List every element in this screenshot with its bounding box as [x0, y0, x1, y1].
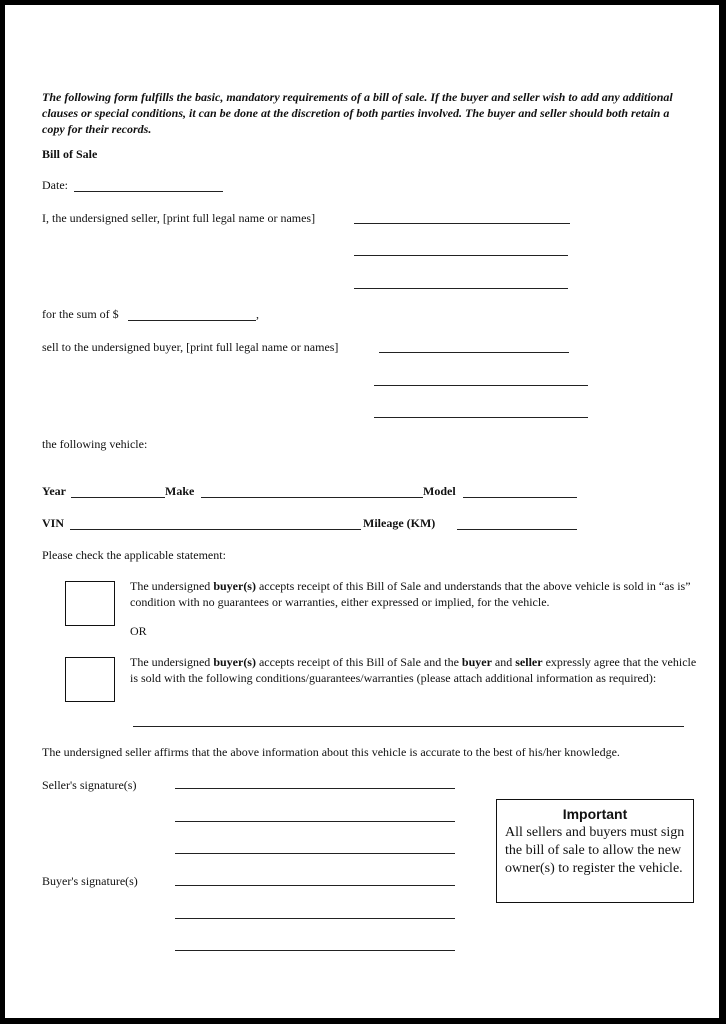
- conditions-statement: The undersigned buyer(s) accepts receipt of this Bill of Sale and the buyer and seller expressly agree that the vehicle is sold with the following conditions/guarantees/warranties (please attach additional information as required):: [130, 655, 697, 685]
- bill-of-sale-page: [5, 5, 719, 1018]
- seller-signature-field-3[interactable]: [175, 853, 455, 854]
- buyer-signature-field-3[interactable]: [175, 950, 455, 951]
- buyer-name-label: sell to the undersigned buyer, [print full legal name or names]: [42, 340, 339, 354]
- important-body: All sellers and buyers must sign the bill of sale to allow the new owner(s) to register the vehicle.: [505, 825, 685, 876]
- important-notice-box: [496, 799, 694, 903]
- conditions-field[interactable]: [133, 726, 684, 727]
- vin-field[interactable]: [70, 529, 361, 530]
- conditions-checkbox[interactable]: [65, 657, 115, 702]
- seller-name-label: I, the undersigned seller, [print full legal name or names]: [42, 211, 316, 225]
- year-label: Year: [42, 484, 66, 498]
- check-instruction: Please check the applicable statement:: [42, 548, 226, 562]
- important-title: Important: [562, 806, 628, 822]
- form-title: Bill of Sale: [42, 147, 98, 161]
- sum-label: for the sum of $: [42, 307, 119, 321]
- vin-label: VIN: [42, 516, 65, 530]
- buyer-name-field-1[interactable]: [379, 352, 569, 353]
- buyer-signature-field-2[interactable]: [175, 918, 455, 919]
- model-label: Model: [423, 484, 456, 498]
- seller-name-field-3[interactable]: [354, 288, 568, 289]
- buyer-name-field-3[interactable]: [374, 417, 588, 418]
- mileage-field[interactable]: [457, 529, 577, 530]
- seller-signature-field-2[interactable]: [175, 821, 455, 822]
- buyer-signature-label: Buyer's signature(s): [42, 874, 138, 888]
- vehicle-label: the following vehicle:: [42, 437, 148, 451]
- seller-affirmation: The undersigned seller affirms that the above information about this vehicle is accurate to the best of his/her knowledge.: [42, 745, 620, 759]
- as-is-statement: The undersigned buyer(s) accepts receipt of this Bill of Sale and understands that the above vehicle is sold in “as is” condition with no guarantees or warranties, either expressed or implied, for the vehicle.: [130, 579, 691, 609]
- date-label: Date:: [42, 178, 68, 192]
- seller-signature-label: Seller's signature(s): [42, 778, 137, 792]
- model-field[interactable]: [463, 497, 577, 498]
- as-is-checkbox[interactable]: [65, 581, 115, 626]
- make-label: Make: [165, 484, 195, 498]
- buyer-signature-field-1[interactable]: [175, 885, 455, 886]
- or-label: OR: [130, 624, 147, 638]
- sum-field[interactable]: [128, 320, 256, 321]
- seller-signature-field-1[interactable]: [175, 788, 455, 789]
- seller-name-field-1[interactable]: [354, 223, 570, 224]
- year-field[interactable]: [71, 497, 165, 498]
- seller-name-field-2[interactable]: [354, 255, 568, 256]
- make-field[interactable]: [201, 497, 423, 498]
- buyer-name-field-2[interactable]: [374, 385, 588, 386]
- sum-comma: ,: [256, 307, 259, 321]
- intro-paragraph: The following form fulfills the basic, mandatory requirements of a bill of sale. If the buyer and seller wish to add any additional clauses or special conditions, it can be done at the discretion of both parties involved. The buyer and seller should both retain a copy for their records.: [42, 90, 673, 136]
- mileage-label: Mileage (KM): [363, 516, 436, 530]
- date-field[interactable]: [74, 191, 223, 192]
